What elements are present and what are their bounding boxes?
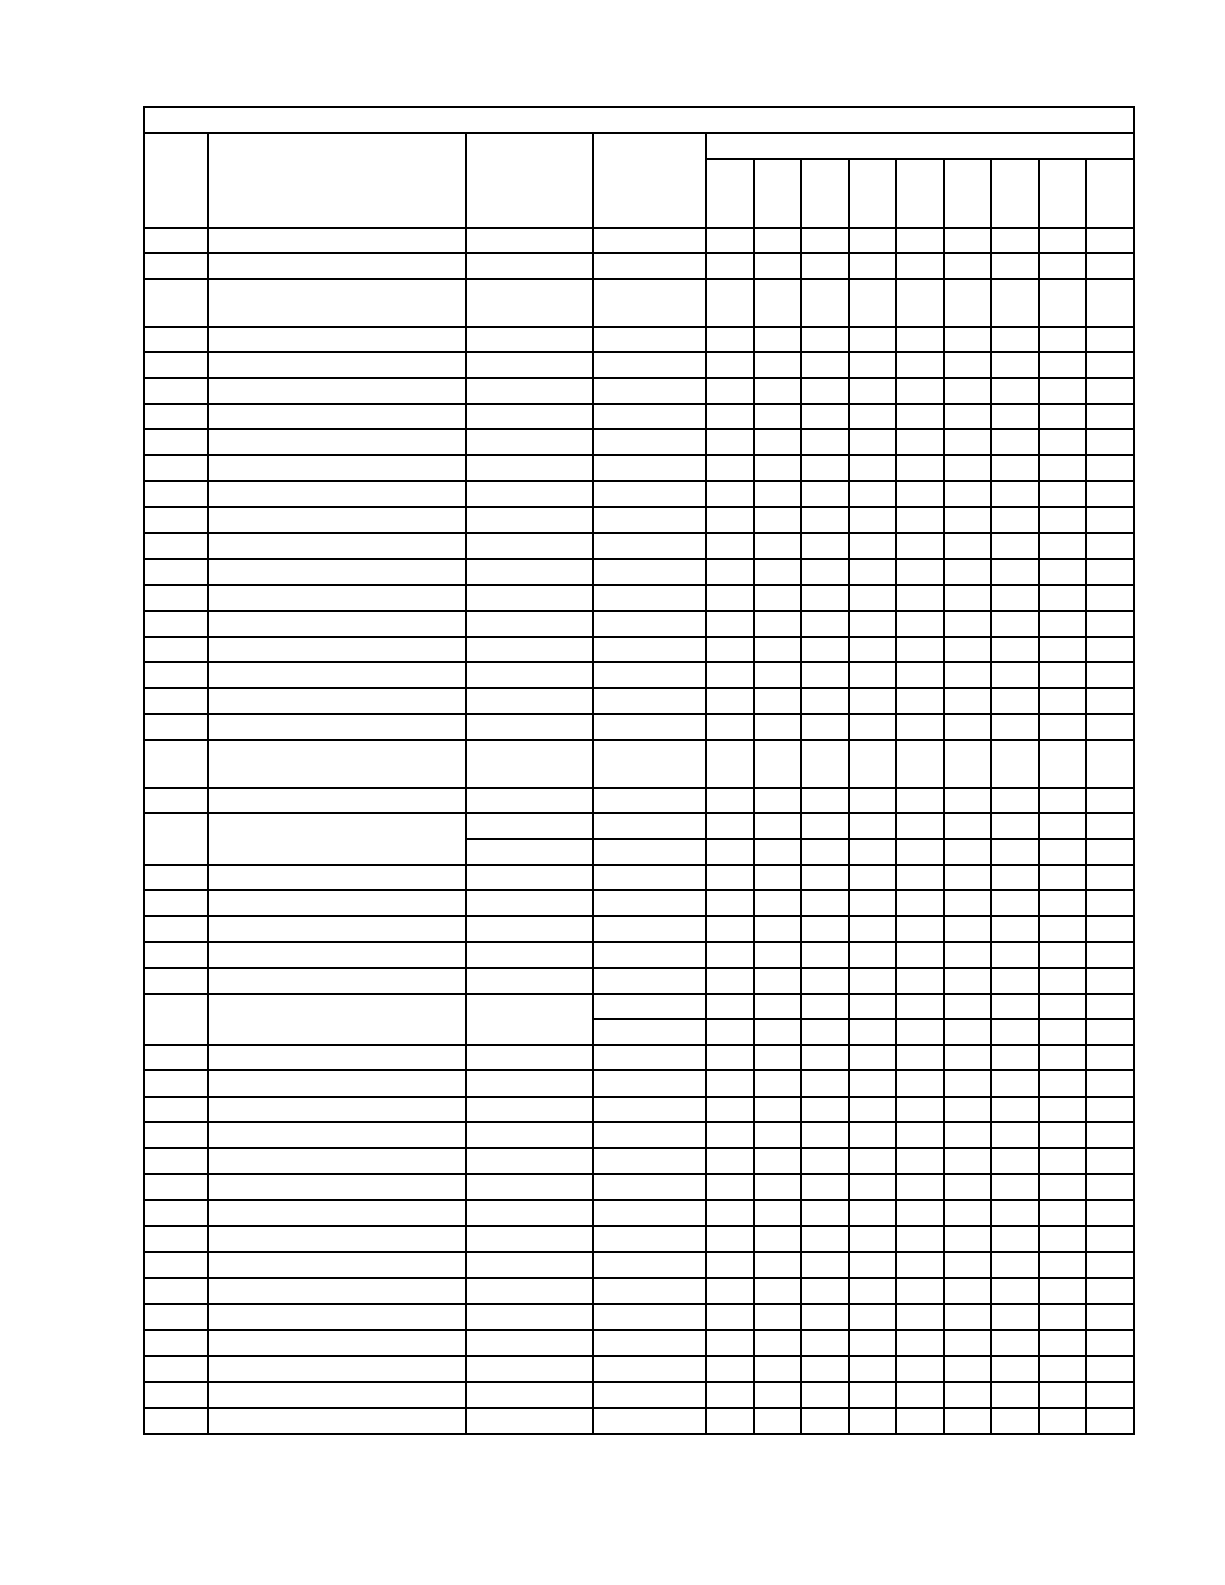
table-outer-border: [144, 107, 1134, 1434]
